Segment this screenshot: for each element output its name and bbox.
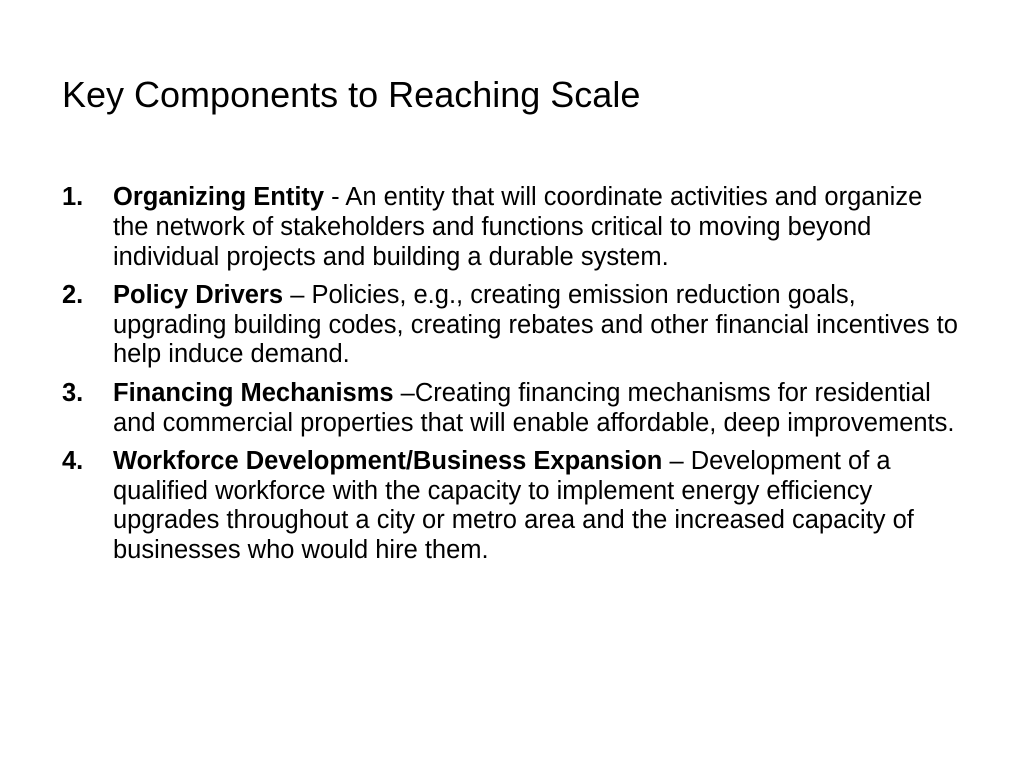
key-components-list (62, 183, 962, 575)
list-item-policy-drivers (62, 281, 962, 370)
list-item-financing-mechanisms (62, 379, 962, 439)
item-description: – Policies, e.g., creating emission reduction goals, upgrading building codes, creating rebates and other financial incentives to help induce demand. (113, 280, 958, 369)
item-number: 1. (62, 183, 84, 211)
item-heading: Workforce Development/Business Expansion (113, 446, 663, 475)
item-heading: Organizing Entity (113, 183, 325, 211)
item-description: - An entity that will coordinate activities and organize the network of stakeholders and functions critical to moving beyond individual projects and building a durable system. (113, 183, 923, 271)
slide-title: Key Components to Reaching Scale (62, 74, 641, 115)
item-number: 3. (62, 378, 84, 407)
list-item-organizing-entity (62, 183, 962, 272)
item-description: – Development of a qualified workforce with the capacity to implement energy efficiency upgrades throughout a city or metro area and the increased capacity of businesses who would hire them. (113, 446, 914, 565)
item-number: 4. (62, 446, 84, 475)
list-item-workforce-development (62, 447, 962, 566)
item-heading: Policy Drivers (113, 280, 284, 309)
item-description: –Creating financing mechanisms for residential and commercial properties that will enable affordable, deep improvements. (113, 378, 955, 437)
item-heading: Financing Mechanisms (113, 378, 394, 407)
item-number: 2. (62, 280, 84, 309)
